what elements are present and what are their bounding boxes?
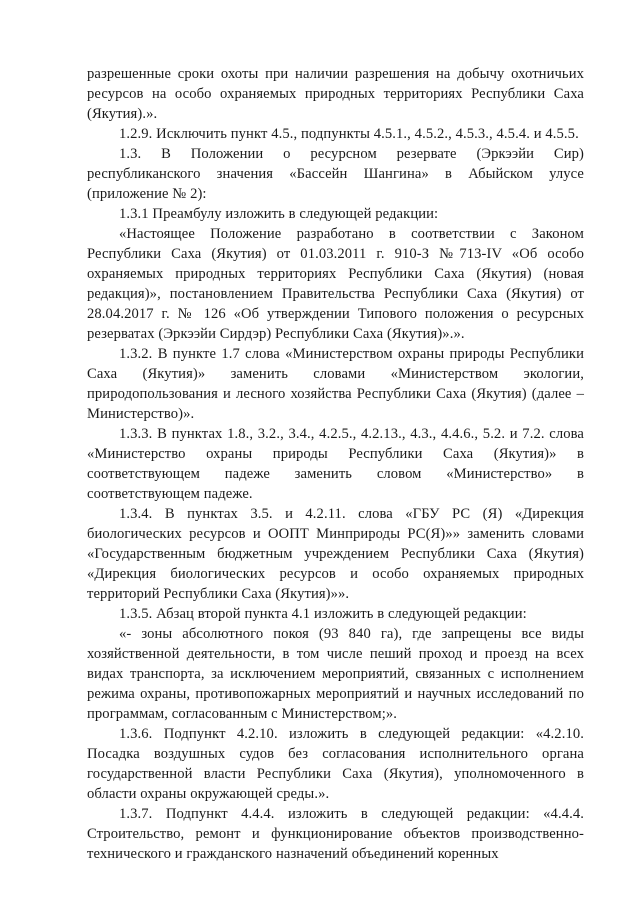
paragraph-1-3-7: 1.3.7. Подпункт 4.4.4. изложить в следующей редакции: «4.4.4. Строительство, ремонт и функционирование объектов производственно-технического и гражданского назначений объединений коренных: [87, 806, 584, 862]
paragraph-hunting-period: разрешенные сроки охоты при наличии разрешения на добычу охотничьих ресурсов на особо охраняемых природных территориях Республики Саха (Якутия).».: [87, 66, 584, 122]
paragraph-1-2-9: 1.2.9. Исключить пункт 4.5., подпункты 4.5.1., 4.5.2., 4.5.3., 4.5.4. и 4.5.5.: [119, 126, 579, 142]
paragraph-1-3-4: 1.3.4. В пунктах 3.5. и 4.2.11. слова «ГБУ РС (Я) «Дирекция биологических ресурсов и ООПТ Минприроды РС(Я)»» заменить словами «Государственным бюджетным учреждением Республики Саха (Якутия) «Дирекция биологических ресурсов и особо охраняемых природных территорий Республики Саха (Якутия)»».: [87, 506, 584, 602]
paragraph-1-3-3: 1.3.3. В пунктах 1.8., 3.2., 3.4., 4.2.5., 4.2.13., 4.3., 4.4.6., 5.2. и 7.2. слова «Министерство охраны природы Республики Саха (Якутия)» в соответствующем падеже заменить словом «Министерство» в соответствующем падеже.: [87, 426, 584, 502]
paragraph-1-3-1: 1.3.1 Преамбулу изложить в следующей редакции:: [119, 206, 439, 222]
paragraph-1-3-5: 1.3.5. Абзац второй пункта 4.1 изложить в следующей редакции:: [119, 606, 527, 622]
document-body: [87, 64, 584, 864]
paragraph-preamble-quote: «Настоящее Положение разработано в соответствии с Законом Республики Саха (Якутия) от 01.03.2011 г. 910-З №713-IV «Об особо охраняемых природных территориях Республики Саха (Якутия) (новая редакция)», постановлением Правительства Республики Саха (Якутия) от 28.04.2017 г. № 126 «Об утверждении Типового положения о ресурсных резерватах (Эркээйи Сирдэр) Республики Саха (Якутия)».».: [87, 226, 584, 342]
paragraph-absolute-rest-zone: «- зоны абсолютного покоя (93 840 га), где запрещены все виды хозяйственной деятельности, в том числе пеший проход и проезд на всех видах транспорта, за исключением мероприятий, связанных с исполнением режима охраны, противопожарных мероприятий и научных исследований по программам, согласованным с Министерством;».: [87, 626, 584, 722]
paragraph-1-3: 1.3. В Положении о ресурсном резервате (Эркээйи Сир) республиканского значения «Бассейн Шангина» в Абыйском улусе (приложение № 2):: [87, 146, 584, 202]
paragraph-1-3-2: 1.3.2. В пункте 1.7 слова «Министерством охраны природы Республики Саха (Якутия)» заменить словами «Министерством экологии, природопользования и лесного хозяйства Республики Саха (Якутия) (далее – Министерство)».: [87, 346, 584, 422]
paragraph-1-3-6: 1.3.6. Подпункт 4.2.10. изложить в следующей редакции: «4.2.10. Посадка воздушных судов без согласования исполнительного органа государственной власти Республики Саха (Якутия), уполномоченного в области охраны окружающей среды.».: [87, 726, 584, 802]
